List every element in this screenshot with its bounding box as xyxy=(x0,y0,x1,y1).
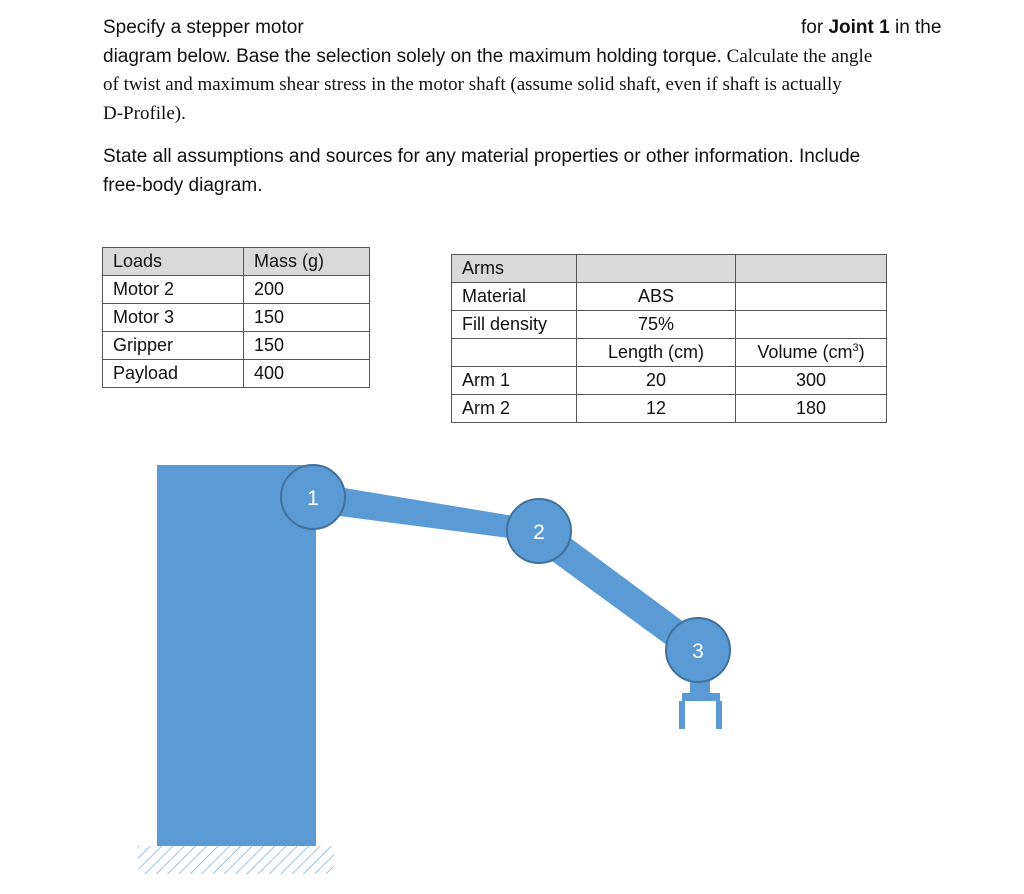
empty-cell xyxy=(736,283,887,311)
table-row xyxy=(103,276,370,304)
problem-line-3: of twist and maximum shear stress in the motor shaft (assume solid shaft, even if shaft is actually xyxy=(103,74,842,95)
mass-header-cell: Mass (g) xyxy=(244,248,370,276)
loads-header-row xyxy=(103,248,370,276)
arm-volume-cell: 300 xyxy=(736,367,887,395)
load-name-cell: Gripper xyxy=(103,332,244,360)
table-row xyxy=(452,395,887,423)
joint-1-label: 1 xyxy=(307,487,319,510)
loads-table xyxy=(102,247,370,388)
joint-3-label: 3 xyxy=(692,640,704,663)
material-value-cell: ABS xyxy=(577,283,736,311)
problem-line-1-start: Specify a stepper motor xyxy=(103,17,304,38)
table-row xyxy=(103,332,370,360)
load-mass-cell: 150 xyxy=(244,304,370,332)
arm-name-cell: Arm 1 xyxy=(452,367,577,395)
gripper xyxy=(679,678,722,729)
table-row xyxy=(103,304,370,332)
load-name-cell: Payload xyxy=(103,360,244,388)
assumptions-line-2: free-body diagram. xyxy=(103,174,263,196)
joint-2-label: 2 xyxy=(533,521,545,544)
assumptions-line-1: State all assumptions and sources for any material properties or other information. Include xyxy=(103,146,861,167)
assumptions-statement xyxy=(103,143,983,200)
load-name-cell: Motor 2 xyxy=(103,276,244,304)
load-name-cell: Motor 3 xyxy=(103,304,244,332)
robot-arm-diagram xyxy=(0,440,1024,894)
problem-line-4: D-Profile). xyxy=(103,102,186,124)
load-mass-cell: 150 xyxy=(244,332,370,360)
arms-header-blank xyxy=(736,255,887,283)
problem-line-2: diagram below. Base the selection solely on the maximum holding torque. Calculate the angle xyxy=(103,45,873,67)
load-mass-cell: 200 xyxy=(244,276,370,304)
loads-header-cell: Loads xyxy=(103,248,244,276)
table-row xyxy=(103,360,370,388)
table-row xyxy=(452,367,887,395)
problem-line-1-end: for Joint 1 in the xyxy=(801,17,942,38)
fill-value-cell: 75% xyxy=(577,311,736,339)
arms-table xyxy=(451,254,887,423)
length-header-cell: Length (cm) xyxy=(577,339,736,367)
fill-label-cell: Fill density xyxy=(452,311,577,339)
arm-volume-cell: 180 xyxy=(736,395,887,423)
arm-name-cell: Arm 2 xyxy=(452,395,577,423)
problem-line-1 xyxy=(103,14,983,43)
arms-header-cell: Arms xyxy=(452,255,577,283)
load-mass-cell: 400 xyxy=(244,360,370,388)
volume-header-cell: Volume $(cm^3)$ xyxy=(736,339,887,367)
empty-cell xyxy=(452,339,577,367)
table-row xyxy=(452,339,887,367)
problem-statement xyxy=(103,14,983,128)
empty-cell xyxy=(736,311,887,339)
table-row xyxy=(452,283,887,311)
material-label-cell: Material xyxy=(452,283,577,311)
joint-highlight: Joint 1 xyxy=(828,17,890,38)
ground-hatch xyxy=(138,846,334,874)
arm-length-cell: 12 xyxy=(577,395,736,423)
table-row xyxy=(452,311,887,339)
arms-header-row xyxy=(452,255,887,283)
arms-header-blank xyxy=(577,255,736,283)
arm-length-cell: 20 xyxy=(577,367,736,395)
